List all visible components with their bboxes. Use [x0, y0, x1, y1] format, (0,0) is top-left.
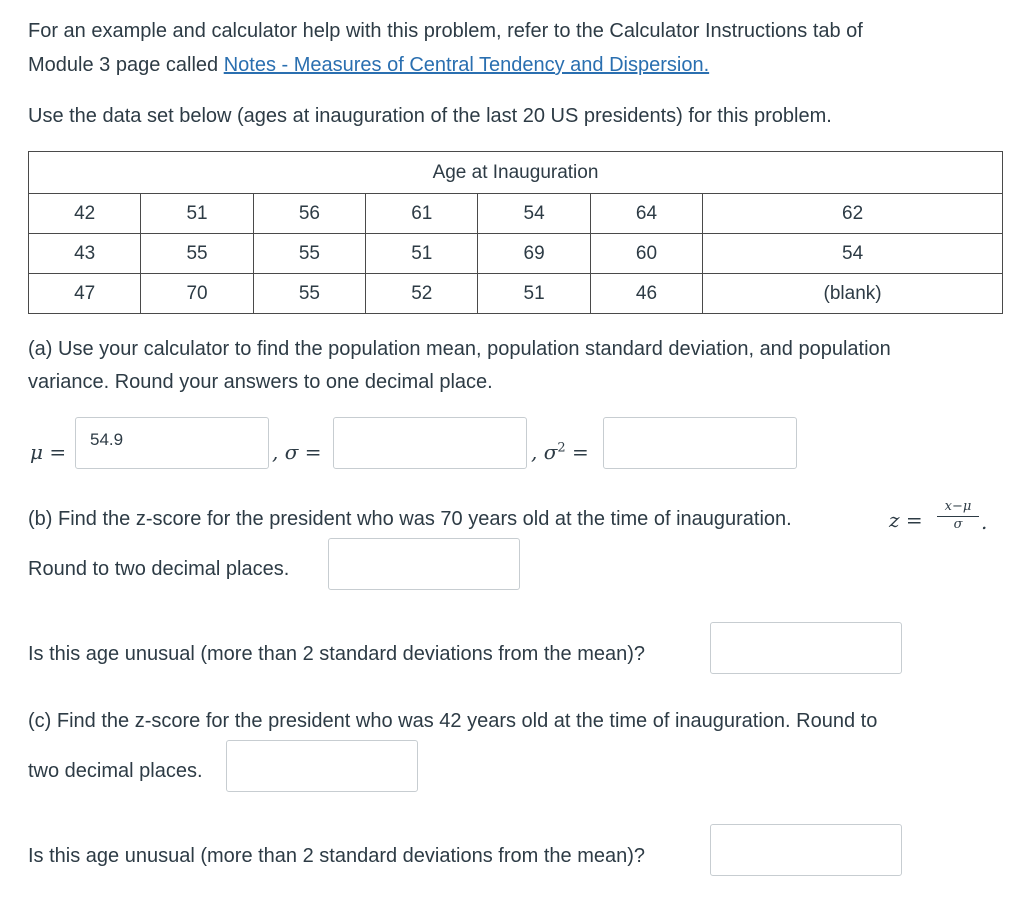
- z-period: .: [981, 510, 988, 534]
- table-cell: 42: [29, 194, 141, 234]
- table-cell: 43: [29, 234, 141, 274]
- table-cell: 55: [141, 234, 253, 274]
- part-c-line-2: two decimal places.: [28, 760, 203, 782]
- mean-input[interactable]: 54.9: [75, 417, 269, 469]
- table-cell: 61: [366, 194, 478, 234]
- variance-exponent: 2: [557, 440, 566, 456]
- variance-label: [531, 440, 589, 464]
- table-cell: 51: [366, 234, 478, 274]
- intro-line-2-prefix: Module 3 page called: [28, 54, 224, 76]
- data-instructions: Use the data set below (ages at inauguration of the last 20 US presidents) for this problem.: [28, 105, 832, 127]
- std-dev-input[interactable]: [333, 417, 527, 469]
- intro-line-1: For an example and calculator help with this problem, refer to the Calculator Instructions tab of: [28, 20, 863, 42]
- table-cell: (blank): [703, 274, 1003, 314]
- variance-label-prefix: , σ: [531, 440, 558, 464]
- table-cell: 54: [478, 194, 590, 234]
- part-b-line-1: (b) Find the z-score for the president who was 70 years old at the time of inauguration.: [28, 508, 792, 530]
- table-cell: 51: [141, 194, 253, 234]
- part-c-line-1: (c) Find the z-score for the president who was 42 years old at the time of inauguration. Round to: [28, 710, 878, 732]
- table-cell: 56: [253, 194, 365, 234]
- table-cell: 69: [478, 234, 590, 274]
- z-score-70-input[interactable]: [328, 538, 520, 590]
- variance-label-suffix: =: [565, 440, 589, 464]
- unusual-70-input[interactable]: [710, 622, 902, 674]
- z-denominator: σ: [953, 517, 963, 532]
- part-b-line-2: Round to two decimal places.: [28, 558, 290, 580]
- table-cell: 52: [366, 274, 478, 314]
- z-score-42-input[interactable]: [226, 740, 418, 792]
- table-row: [29, 194, 1003, 234]
- z-numerator: x−μ: [937, 499, 979, 517]
- notes-link[interactable]: Notes - Measures of Central Tendency and Dispersion.: [223, 54, 710, 76]
- table-cell: 54: [703, 234, 1003, 274]
- table-cell: 70: [141, 274, 253, 314]
- z-formula: [937, 499, 979, 533]
- table-cell: 51: [478, 274, 590, 314]
- unusual-42-input[interactable]: [710, 824, 902, 876]
- age-table: [28, 151, 1003, 314]
- table-cell: 55: [253, 234, 365, 274]
- sigma-label: , σ =: [272, 440, 322, 464]
- mu-label: μ =: [30, 440, 67, 464]
- table-cell: 64: [590, 194, 702, 234]
- part-c-unusual-question: Is this age unusual (more than 2 standard deviations from the mean)?: [28, 845, 646, 867]
- part-a-line-1: (a) Use your calculator to find the population mean, population standard deviation, and population: [28, 338, 891, 360]
- table-cell: 62: [703, 194, 1003, 234]
- table-row: [29, 234, 1003, 274]
- table-cell: 55: [253, 274, 365, 314]
- variance-input[interactable]: [603, 417, 797, 469]
- table-row: [29, 274, 1003, 314]
- table-cell: 47: [29, 274, 141, 314]
- part-b-unusual-question: Is this age unusual (more than 2 standard deviations from the mean)?: [28, 643, 646, 665]
- intro-line-2: [28, 48, 709, 82]
- table-cell: 46: [590, 274, 702, 314]
- part-a-line-2: variance. Round your answers to one decimal place.: [28, 371, 493, 393]
- table-header: Age at Inauguration: [29, 152, 1003, 194]
- z-label: z =: [889, 508, 923, 532]
- table-cell: 60: [590, 234, 702, 274]
